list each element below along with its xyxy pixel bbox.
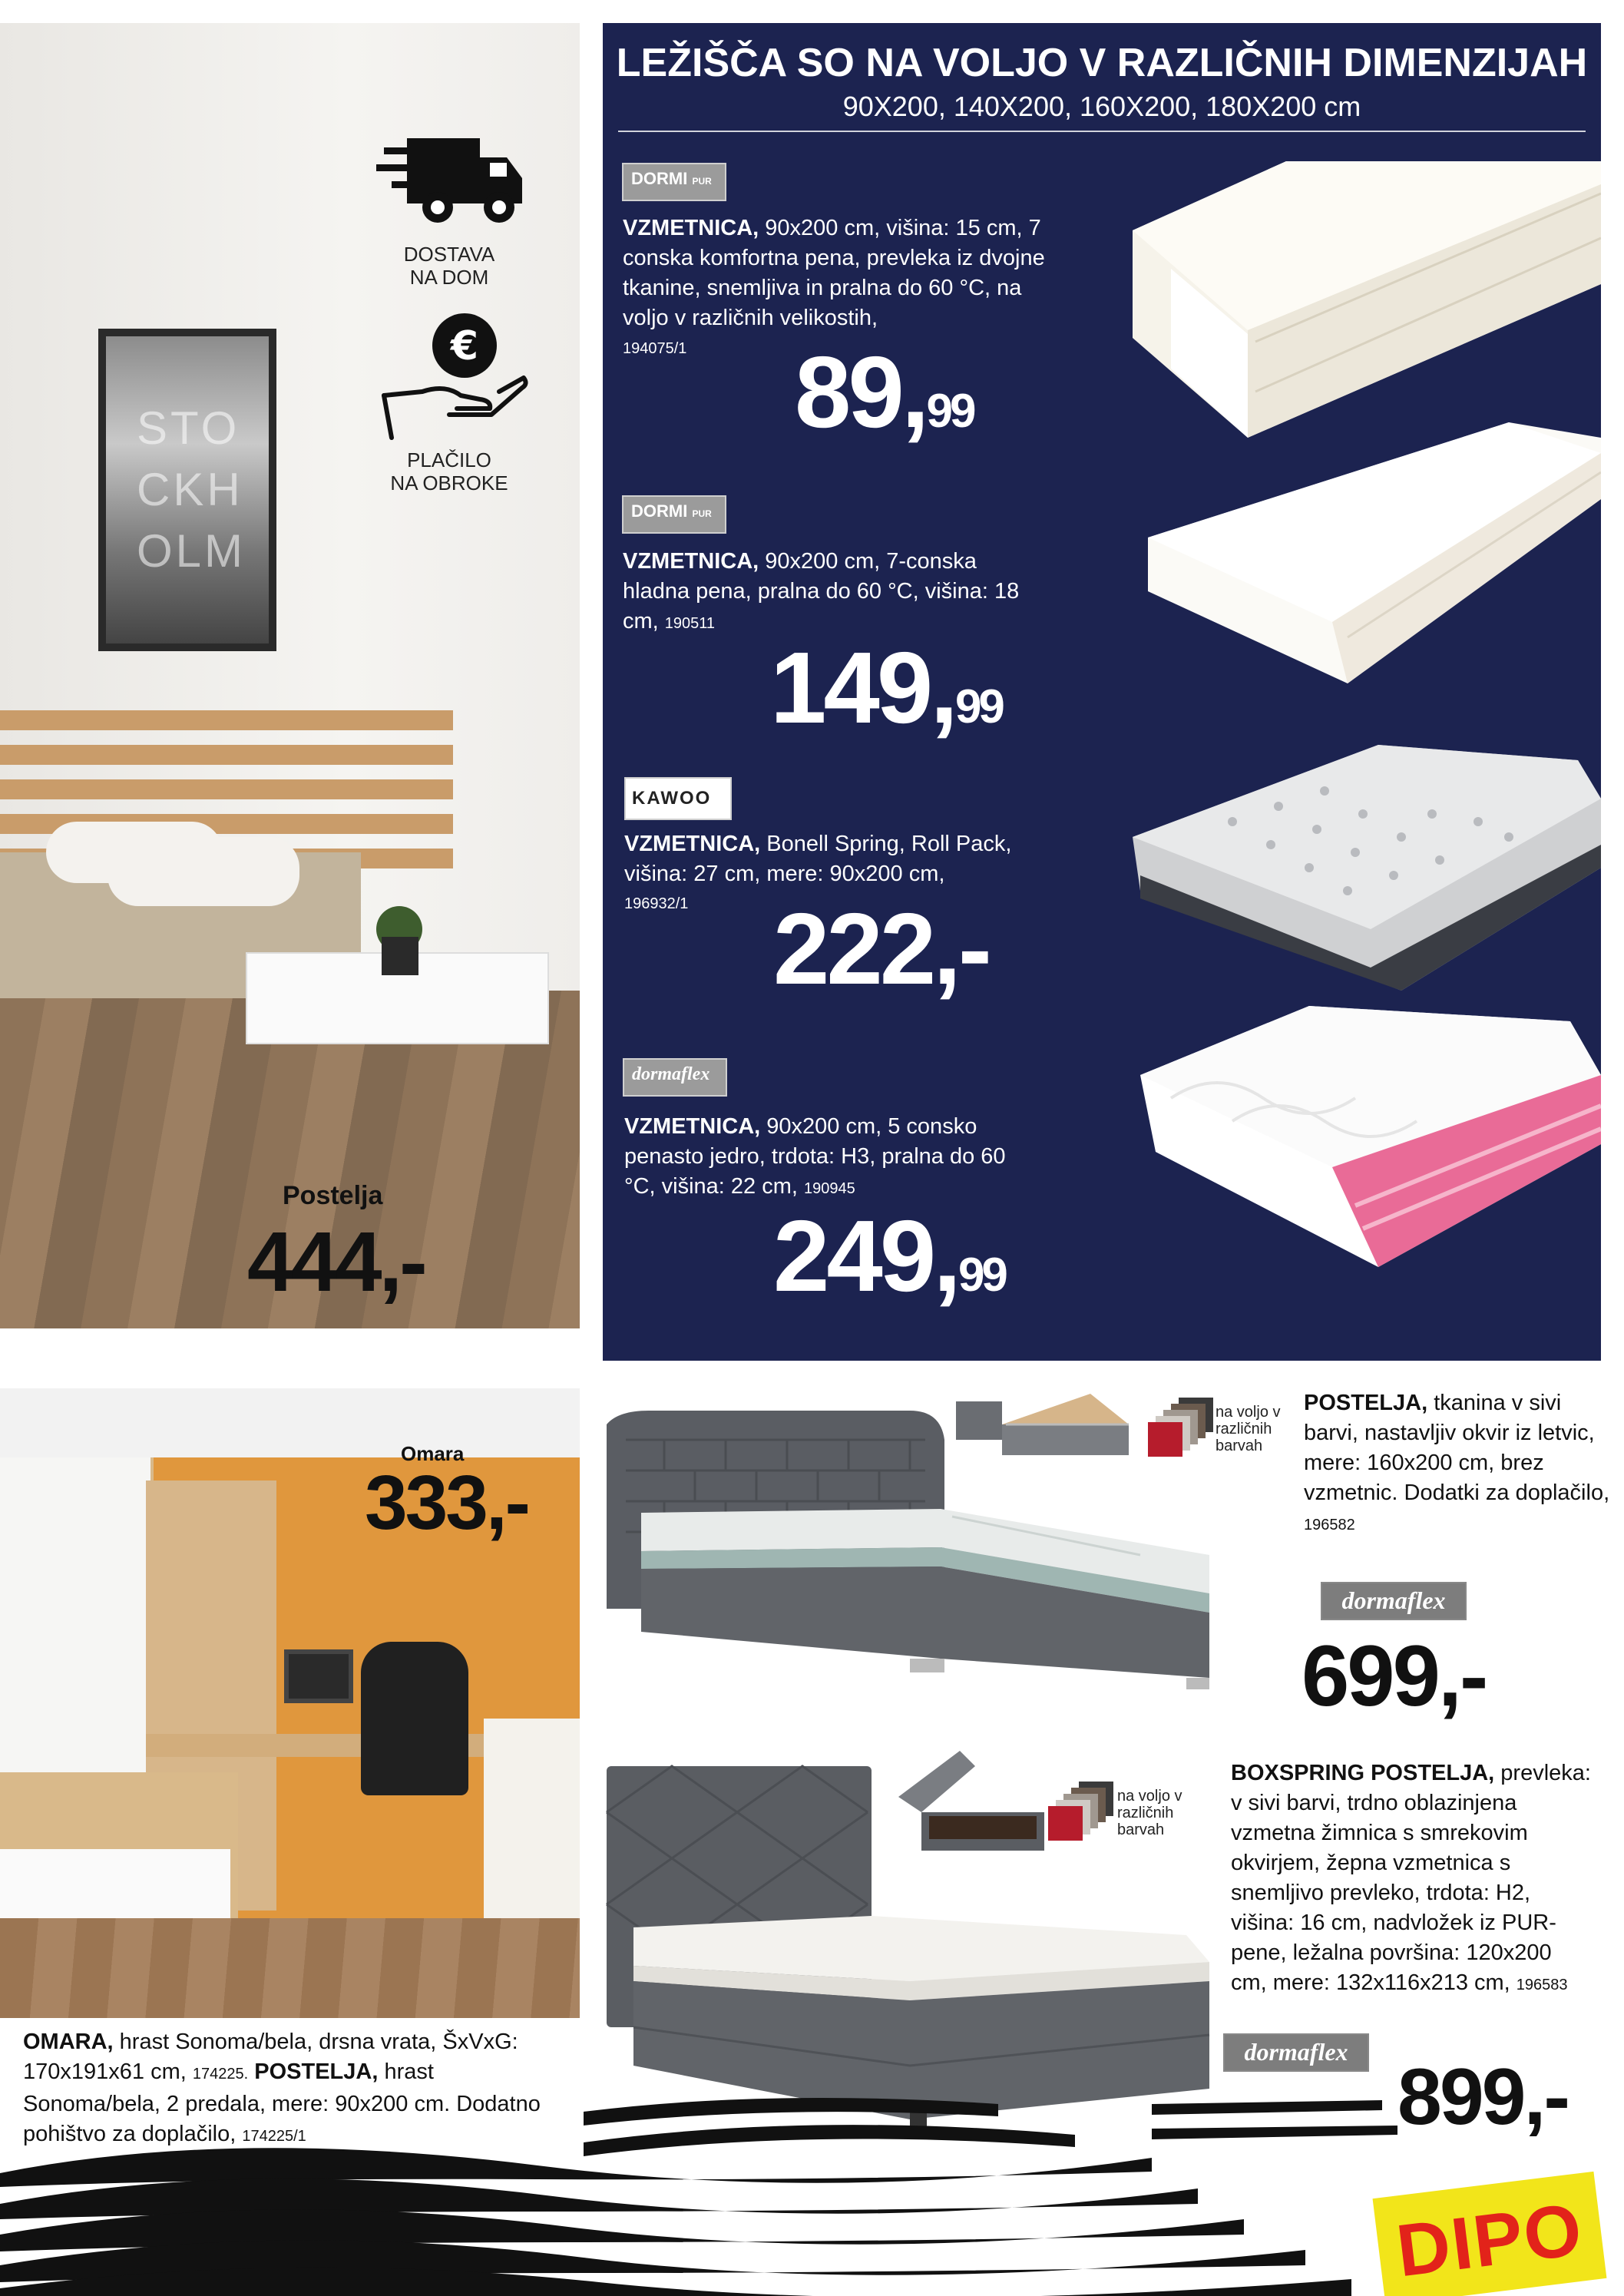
mattress-price-4 [773,1198,1005,1314]
product-code: 196582 [1304,1517,1355,1533]
product-description: 90x200 cm, 7-conska hladna pena, pralna do 60 °C, višina: 18 cm, [623,549,1020,634]
price-comma: , [901,336,927,448]
price-comma: , [930,631,955,744]
product-name: BOXSPRING POSTELJA, [1231,1761,1495,1785]
product-description: hrast Sonoma/bela, 2 predala, mere: 90x200 cm. Dodatno pohištvo za doplačilo, [23,2059,541,2146]
delivery-caption: DOSTAVA NA DOM [403,243,495,289]
dormi-brand-logo [622,163,726,201]
price-main: 222,- [773,892,989,1005]
mattress-image-1 [1133,161,1601,438]
product-description: 90x200 cm, višina: 15 cm, 7 conska komfortna pena, prevleka iz dvojne tkanine, snemljiva in pralna do 60 °C, na voljo v različnih velikostih, [623,216,1045,330]
mattress-description-1 [623,213,1060,333]
bed1-price: 699,- [1302,1628,1487,1724]
color-swatches-icon [1148,1398,1217,1459]
mattress-image-2 [1148,422,1601,683]
mattress-price-3 [773,891,989,1007]
product-description: prevleka: v sivi barvi, trdno oblazinjena vzmetna žimnica s smrekovim okvirjem, žepna vzmetnica s snemljivo prevleko, trdota: H2, višina: 16 cm, nadvložek iz PUR-pene, ležalna površina: 120x200 cm, mere: 132x116x213 cm, [1231,1761,1591,1995]
headboard-slat [0,745,453,765]
product-code: 190945 [804,1180,855,1197]
store-logo-text: DIPO [1392,2188,1588,2293]
photo-daybed-drawer [0,1849,230,1918]
price-cents: 99 [958,1249,1005,1302]
mattress-description-4 [624,1112,1024,1204]
product-description: hrast Sonoma/bela, drsna vrata, ŠxVxG: 170x191x61 cm, [23,2030,518,2084]
photo-floor [0,1918,580,2018]
product-name: POSTELJA, [254,2059,379,2084]
mattress-price-1 [795,334,973,450]
dormaflex-brand-logo: dormaflex [623,1058,727,1097]
mattress-description-3 [624,829,1054,889]
photo-chair [361,1642,468,1795]
price: 333,- [365,1460,528,1546]
headboard-slat [0,779,453,799]
variant-note: na voljo v različnih barvah [1216,1404,1281,1454]
photo-drawer-unit [484,1719,580,1918]
mattress-description-2 [623,547,1037,639]
bed2-price: 899,- [1397,2053,1569,2142]
photo-pillow [107,837,299,906]
variant-note: na voljo v različnih barvah [1117,1788,1182,1838]
brand-sub: PUR [692,508,712,519]
bed2-description [1231,1758,1592,2000]
product-code: 196583 [1516,1977,1568,1993]
mattress-image-4 [1140,1006,1601,1267]
bed1-description [1304,1388,1611,1540]
price-comma: , [933,1199,958,1312]
wall-picture-frame [98,329,276,651]
brand-name: DORMI [631,501,688,521]
bed-storage-thumbnail [891,1743,1060,1858]
photo-pot [382,937,418,975]
price-cents: 99 [926,385,974,438]
price-main: 89 [795,336,901,448]
product-label: Postelja [283,1181,383,1210]
dormaflex-brand-logo: dormaflex [1321,1582,1467,1620]
product-name: POSTELJA, [1304,1391,1428,1415]
color-swatches-icon [1048,1782,1117,1843]
price-main: 149 [770,631,931,744]
bed-storage-thumbnail [952,1386,1136,1471]
mattress-price-2 [770,630,1002,746]
product-name: VZMETNICA, [623,549,759,574]
product-code: 174225. [192,2066,249,2083]
mattress-panel [603,23,1601,1361]
brand-sub: PUR [692,176,712,187]
product-code: 196932/1 [624,895,689,912]
svg-text:€: € [450,323,479,369]
dormaflex-brand-logo: dormaflex [1223,2033,1369,2072]
panel-subtitle: 90X200, 140X200, 160X200, 180X200 cm [842,91,1361,122]
dormi-brand-logo [622,495,726,534]
mattress-images [1079,131,1601,1267]
mattress-image-3 [1133,745,1601,991]
panel-title: LEŽIŠČA SO NA VOLJO V RAZLIČNIH DIMENZIJAH [616,41,1588,85]
product-description: 90x200 cm, 5 consko penasto jedro, trdota: H3, pralna do 60 °C, višina: 22 cm, [624,1114,1006,1199]
brand-name: DORMI [631,169,688,188]
product-code: 174225/1 [242,2128,306,2145]
product-name: VZMETNICA, [623,216,759,240]
product-name: VZMETNICA, [624,832,761,856]
photo-monitor [284,1649,353,1703]
product-name: OMARA, [23,2030,114,2054]
kawoo-brand-logo: KAWOO [624,777,732,820]
installments-caption: PLAČILO NA OBROKE [390,448,508,495]
product-name: VZMETNICA, [624,1114,761,1139]
euro-hand-icon [376,307,530,445]
frame-text: STO CKH OLM [137,402,246,577]
product-code: 190511 [664,615,716,632]
price-cents: 99 [954,680,1002,733]
price-main: 249 [773,1199,934,1312]
product-description: Bonell Spring, Roll Pack, višina: 27 cm, mere: 90x200 cm, [624,832,1012,886]
photo-ceiling [0,1388,580,1457]
product-code: 194075/1 [623,340,687,357]
product-label: Omara [401,1442,465,1465]
delivery-truck-icon [376,131,530,238]
headboard-slat [0,710,453,730]
product-description: tkanina v sivi barvi, nastavljiv okvir iz letvic, mere: 160x200 cm, brez vzmetnic. Dodatki za doplačilo, [1304,1391,1610,1505]
price: 444,- [247,1215,425,1309]
